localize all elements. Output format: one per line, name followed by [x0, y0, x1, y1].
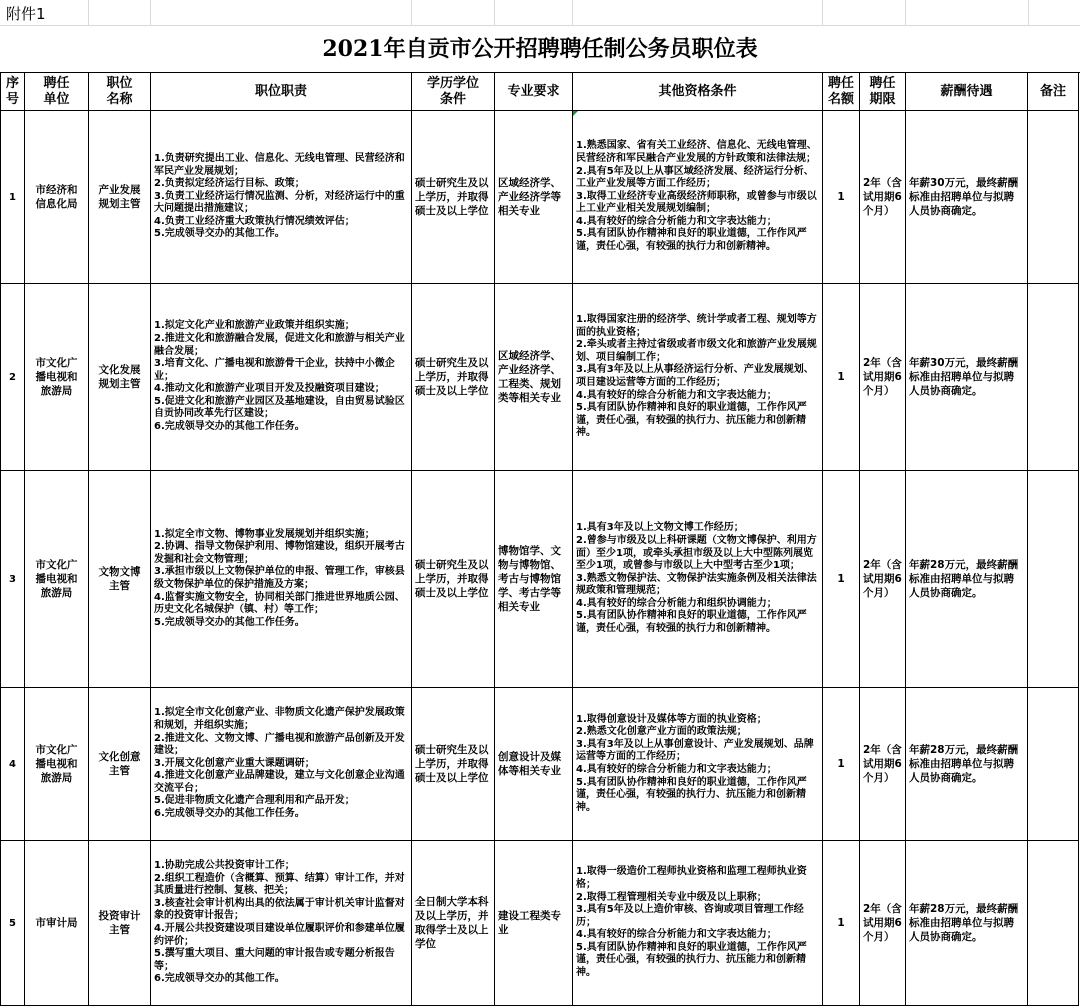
- education-cell[interactable]: 全日制大学本科及以上学历，并取得学士及以上学位: [412, 841, 495, 1006]
- unit-cell[interactable]: 市审计局: [25, 841, 89, 1006]
- quota-cell[interactable]: 1: [823, 841, 860, 1006]
- table-row: [1, 688, 1079, 841]
- empty-cell[interactable]: [573, 0, 823, 26]
- table-row: [1, 841, 1079, 1006]
- duties-cell[interactable]: 1.拟定全市文化创意产业、非物质文化遗产保护发展政策和规划，并组织实施； 2.推进文化、文物文博、广播电视和旅游产品创新及开发建设； 3.开展文化创意产业重大课题调研； 4.推进文化创意产业品牌建设，建立与文化创意企业沟通交流平台； 5.促进非物质文化遗产合理利用和产品开发； 6.完成领导交办的其他工作任务。: [151, 688, 412, 841]
- notes-cell[interactable]: [1028, 471, 1079, 688]
- position-cell[interactable]: 产业发展 规划主管: [89, 111, 151, 284]
- education-cell[interactable]: 硕士研究生及以上学历，并取得硕士及以上学位: [412, 688, 495, 841]
- seq-cell[interactable]: 1: [1, 111, 25, 284]
- quota-cell[interactable]: 1: [823, 688, 860, 841]
- empty-cell[interactable]: [151, 0, 412, 26]
- empty-cell[interactable]: [412, 0, 495, 26]
- position-cell[interactable]: 文化创意 主管: [89, 688, 151, 841]
- major-cell[interactable]: 建设工程类专业: [495, 841, 573, 1006]
- attachment-label: 附件1: [6, 5, 46, 23]
- education-cell[interactable]: 硕士研究生及以上学历，并取得硕士及以上学位: [412, 284, 495, 471]
- other-conditions-cell[interactable]: 1.取得创意设计及媒体等方面的执业资格； 2.熟悉文化创意产业方面的政策法规； 3.具有3年及以上从事创意设计、产业发展规划、品牌运营等方面的工作经历； 4.具有较好的综合分析能力和文字表达能力； 5.具有团队协作精神和良好的职业道德，工作作风严谨，责任心强，有较强的执行力、抗压能力和创新精神。: [573, 688, 823, 841]
- seq-cell[interactable]: 4: [1, 688, 25, 841]
- term-cell[interactable]: 2年（含试用期6个月）: [860, 688, 906, 841]
- empty-cell[interactable]: [906, 0, 1029, 26]
- attachment-cell[interactable]: [0, 0, 89, 26]
- page-title: 2021年自贡市公开招聘聘任制公务员职位表: [0, 26, 1080, 73]
- header-position: 职位 名称: [89, 73, 151, 111]
- major-cell[interactable]: 区域经济学、产业经济学、工程类、规划类等相关专业: [495, 284, 573, 471]
- quota-cell[interactable]: 1: [823, 284, 860, 471]
- header-duties: 职位职责: [151, 73, 412, 111]
- duties-cell[interactable]: 1.协助完成公共投资审计工作； 2.组织工程造价（含概算、预算、结算）审计工作，并对其质量进行控制、复核、把关； 3.核查社会审计机构出具的依法属于审计机关审计监督对象的投资审计报告； 4.开展公共投资建设项目建设单位履职评价和参建单位履约评价； 5.撰写重大项目、重大问题的审计报告或专题分析报告等； 6.完成领导交办的其他工作。: [151, 841, 412, 1006]
- position-cell[interactable]: 文化发展 规划主管: [89, 284, 151, 471]
- major-cell[interactable]: 博物馆学、文物与博物馆、考古与博物馆学、考古学等相关专业: [495, 471, 573, 688]
- unit-cell[interactable]: 市文化广 播电视和 旅游局: [25, 688, 89, 841]
- header-row: [1, 73, 1079, 111]
- unit-cell[interactable]: 市文化广 播电视和 旅游局: [25, 284, 89, 471]
- salary-cell[interactable]: 年薪30万元，最终薪酬标准由招聘单位与拟聘人员协商确定。: [906, 111, 1028, 284]
- table-row: [1, 471, 1079, 688]
- seq-cell[interactable]: 5: [1, 841, 25, 1006]
- position-cell[interactable]: 投资审计 主管: [89, 841, 151, 1006]
- header-education: 学历学位 条件: [412, 73, 495, 111]
- notes-cell[interactable]: [1028, 688, 1079, 841]
- sheet-header-row: [0, 0, 1080, 26]
- header-term: 聘任 期限: [860, 73, 906, 111]
- header-salary: 薪酬待遇: [906, 73, 1028, 111]
- quota-cell[interactable]: 1: [823, 111, 860, 284]
- other-conditions-cell[interactable]: 1.取得国家注册的经济学、统计学或者工程、规划等方面的执业资格； 2.牵头或者主持过省级或者市级文化和旅游产业发展规划、项目编制工作； 3.具有3年及以上从事经济运行分析、产业发展规划、项目建设运营等方面的工作经历； 4.具有较好的综合分析能力和文字表达能力； 5.具有团队协作精神和良好的职业道德，工作作风严谨，责任心强，有较强的执行力、抗压能力和创新精神。: [573, 284, 823, 471]
- empty-cell[interactable]: [823, 0, 906, 26]
- position-table: [0, 72, 1079, 1006]
- education-cell[interactable]: 硕士研究生及以上学历，并取得硕士及以上学位: [412, 471, 495, 688]
- salary-cell[interactable]: 年薪30万元，最终薪酬标准由招聘单位与拟聘人员协商确定。: [906, 284, 1028, 471]
- term-cell[interactable]: 2年（含试用期6个月）: [860, 284, 906, 471]
- other-conditions-cell[interactable]: 1.取得一级造价工程师执业资格和监理工程师执业资格； 2.取得工程管理相关专业中级及以上职称； 3.具有5年及以上造价审核、咨询或项目管理工作经历； 4.具有较好的综合分析能力和文字表达能力； 5.具有团队协作精神和良好的职业道德，工作作风严谨，责任心强，有较强的执行力、抗压能力和创新精神。: [573, 841, 823, 1006]
- empty-cell[interactable]: [89, 0, 151, 26]
- seq-cell[interactable]: 3: [1, 471, 25, 688]
- table-row: [1, 284, 1079, 471]
- salary-cell[interactable]: 年薪28万元，最终薪酬标准由招聘单位与拟聘人员协商确定。: [906, 471, 1028, 688]
- position-cell[interactable]: 文物文博 主管: [89, 471, 151, 688]
- other-conditions-cell[interactable]: 1.具有3年及以上文物文博工作经历； 2.曾参与市级及以上科研课题（文物文博保护、利用方面）至少1项，或牵头承担市级及以上大中型陈列展览至少1项，或曾参与市级以上大中型考古至少1项； 3.熟悉文物保护法、文物保护法实施条例及相关法律法规政策和管理规范； 4.具有较好的综合分析能力和组织协调能力； 5.具有团队协作精神和良好的职业道德，工作作风严谨，责任心强，有较强的执行力和创新精神。: [573, 471, 823, 688]
- notes-cell[interactable]: [1028, 111, 1079, 284]
- header-notes: 备注: [1028, 73, 1079, 111]
- education-cell[interactable]: 硕士研究生及以上学历，并取得硕士及以上学位: [412, 111, 495, 284]
- quota-cell[interactable]: 1: [823, 471, 860, 688]
- header-unit: 聘任 单位: [25, 73, 89, 111]
- seq-cell[interactable]: 2: [1, 284, 25, 471]
- unit-cell[interactable]: 市经济和 信息化局: [25, 111, 89, 284]
- header-major: 专业要求: [495, 73, 573, 111]
- header-other: 其他资格条件: [573, 73, 823, 111]
- header-quota: 聘任 名额: [823, 73, 860, 111]
- duties-cell[interactable]: 1.拟定全市文物、博物事业发展规划并组织实施； 2.协调、指导文物保护利用、博物馆建设，组织开展考古发掘和社会文物管理； 3.承担市级以上文物保护单位的申报、管理工作，审核县级文物保护单位的保护措施及方案； 4.监督实施文物安全，协同相关部门推进世界地质公园、历史文化名城保护（镇、村）等工作； 5.完成领导交办的其他工作任务。: [151, 471, 412, 688]
- salary-cell[interactable]: 年薪28万元，最终薪酬标准由招聘单位与拟聘人员协商确定。: [906, 688, 1028, 841]
- notes-cell[interactable]: [1028, 841, 1079, 1006]
- unit-cell[interactable]: 市文化广 播电视和 旅游局: [25, 471, 89, 688]
- term-cell[interactable]: 2年（含试用期6个月）: [860, 841, 906, 1006]
- cell-comment-marker: [573, 111, 578, 116]
- major-cell[interactable]: 区域经济学、产业经济学等相关专业: [495, 111, 573, 284]
- salary-cell[interactable]: 年薪28万元，最终薪酬标准由招聘单位与拟聘人员协商确定。: [906, 841, 1028, 1006]
- empty-cell[interactable]: [1029, 0, 1080, 26]
- duties-cell[interactable]: 1.负责研究提出工业、信息化、无线电管理、民营经济和军民产业发展规划； 2.负责拟定经济运行目标、政策； 3.负责工业经济运行情况监测、分析，对经济运行中的重大问题提出措施建议； 4.负责工业经济重大政策执行情况绩效评估； 5.完成领导交办的其他工作。: [151, 111, 412, 284]
- major-cell[interactable]: 创意设计及媒体等相关专业: [495, 688, 573, 841]
- empty-cell[interactable]: [495, 0, 573, 26]
- table-row: [1, 111, 1079, 284]
- duties-cell[interactable]: 1.拟定文化产业和旅游产业政策并组织实施； 2.推进文化和旅游融合发展，促进文化和旅游与相关产业融合发展； 3.培育文化、广播电视和旅游骨干企业，扶持中小微企业； 4.推动文化和旅游产业项目开发及投融资项目建设； 5.促进文化和旅游产业园区及基地建设，自由贸易试验区自贡协同改革先行区建设； 6.完成领导交办的其他工作任务。: [151, 284, 412, 471]
- term-cell[interactable]: 2年（含试用期6个月）: [860, 471, 906, 688]
- notes-cell[interactable]: [1028, 284, 1079, 471]
- header-seq: 序 号: [1, 73, 25, 111]
- other-conditions-cell[interactable]: 1.熟悉国家、省有关工业经济、信息化、无线电管理、民营经济和军民融合产业发展的方针政策和法律法规； 2.具有5年及以上从事区域经济发展、经济运行分析、工业产业发展等方面工作经历； 3.取得工业经济专业高级经济师职称，或曾参与市级以上工业产业相关发展规划编制； 4.具有较好的综合分析能力和文字表达能力； 5.具有团队协作精神和良好的职业道德，工作作风严谨，责任心强，有较强的执行力和创新精神。: [573, 111, 823, 284]
- term-cell[interactable]: 2年（含试用期6个月）: [860, 111, 906, 284]
